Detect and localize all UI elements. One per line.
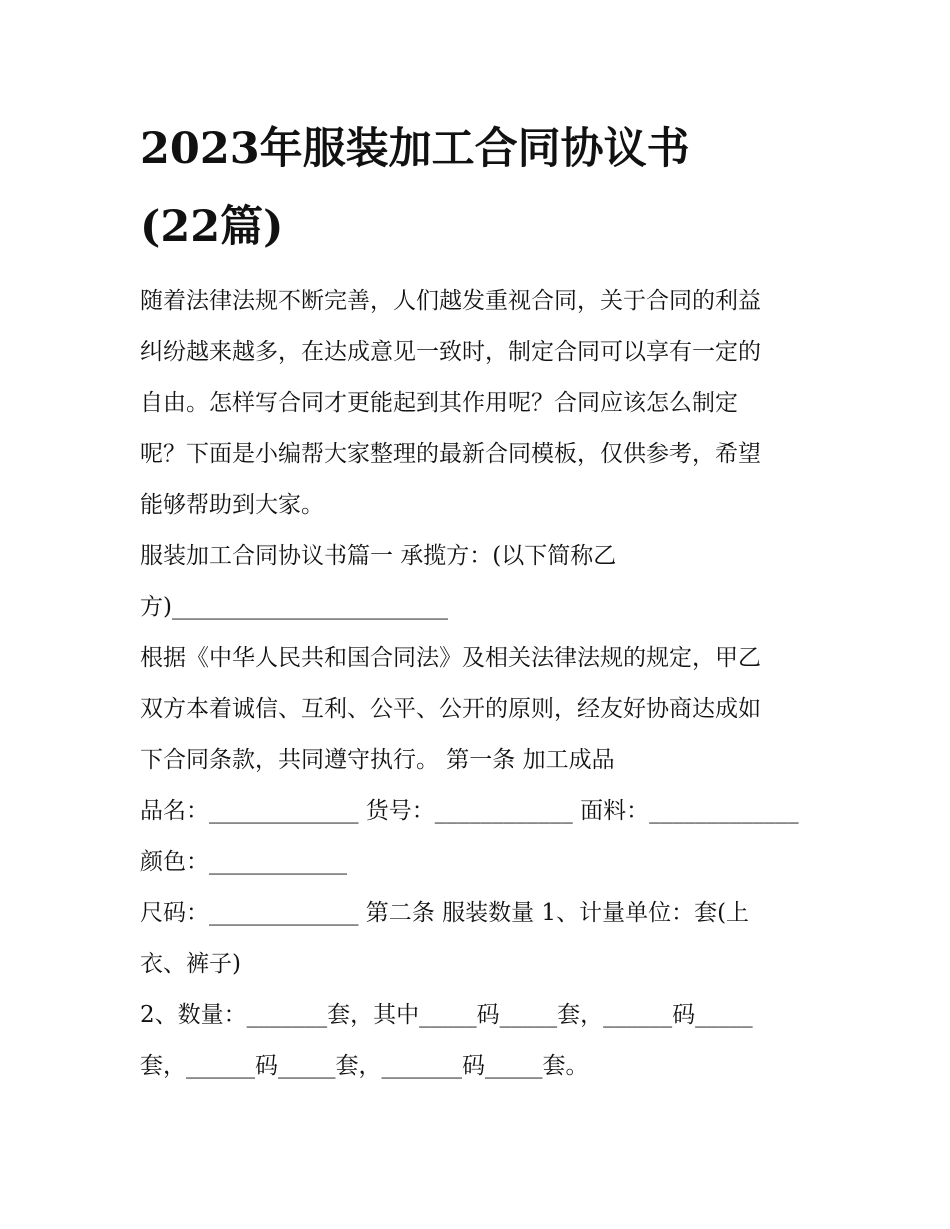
body-line: 根据《中华人民共和国合同法》及相关法律法规的规定，甲乙 bbox=[140, 645, 761, 671]
form-line-quantity: 套，______码_____套，_______码_____套。 bbox=[140, 1053, 589, 1079]
form-line-product: 品名：_____________ 货号：____________ 面料：_____________ bbox=[140, 798, 799, 824]
document-body bbox=[140, 276, 830, 1092]
form-line-color: 颜色：____________ bbox=[140, 849, 347, 875]
body-line: 纠纷越来越多，在达成意见一致时，制定合同可以享有一定的 bbox=[140, 339, 761, 365]
title-line-2: (22篇) bbox=[140, 202, 284, 252]
body-line: 双方本着诚信、互利、公平、公开的原则，经友好协商达成如 bbox=[140, 696, 761, 722]
body-line: 方)________________________ bbox=[140, 594, 448, 620]
form-line-quantity: 2、数量：_______套，其中_____码_____套，______码_____ bbox=[140, 1002, 753, 1028]
form-line-size: 尺码：_____________ 第二条 服装数量 1、计量单位：套(上 bbox=[140, 900, 750, 926]
body-line: 呢？下面是小编帮大家整理的最新合同模板，仅供参考，希望 bbox=[140, 441, 761, 467]
section-heading-line: 服装加工合同协议书篇一 承揽方：(以下简称乙 bbox=[140, 543, 617, 569]
body-line: 衣、裤子) bbox=[140, 951, 241, 977]
body-line: 能够帮助到大家。 bbox=[140, 492, 324, 518]
body-line: 下合同条款，共同遵守执行。 第一条 加工成品 bbox=[140, 747, 615, 773]
body-line: 随着法律法规不断完善，人们越发重视合同，关于合同的利益 bbox=[140, 288, 761, 314]
title-line-1: 2023年服装加工合同协议书 bbox=[140, 124, 690, 174]
document-title bbox=[140, 110, 820, 266]
body-line: 自由。怎样写合同才更能起到其作用呢？合同应该怎么制定 bbox=[140, 390, 738, 416]
